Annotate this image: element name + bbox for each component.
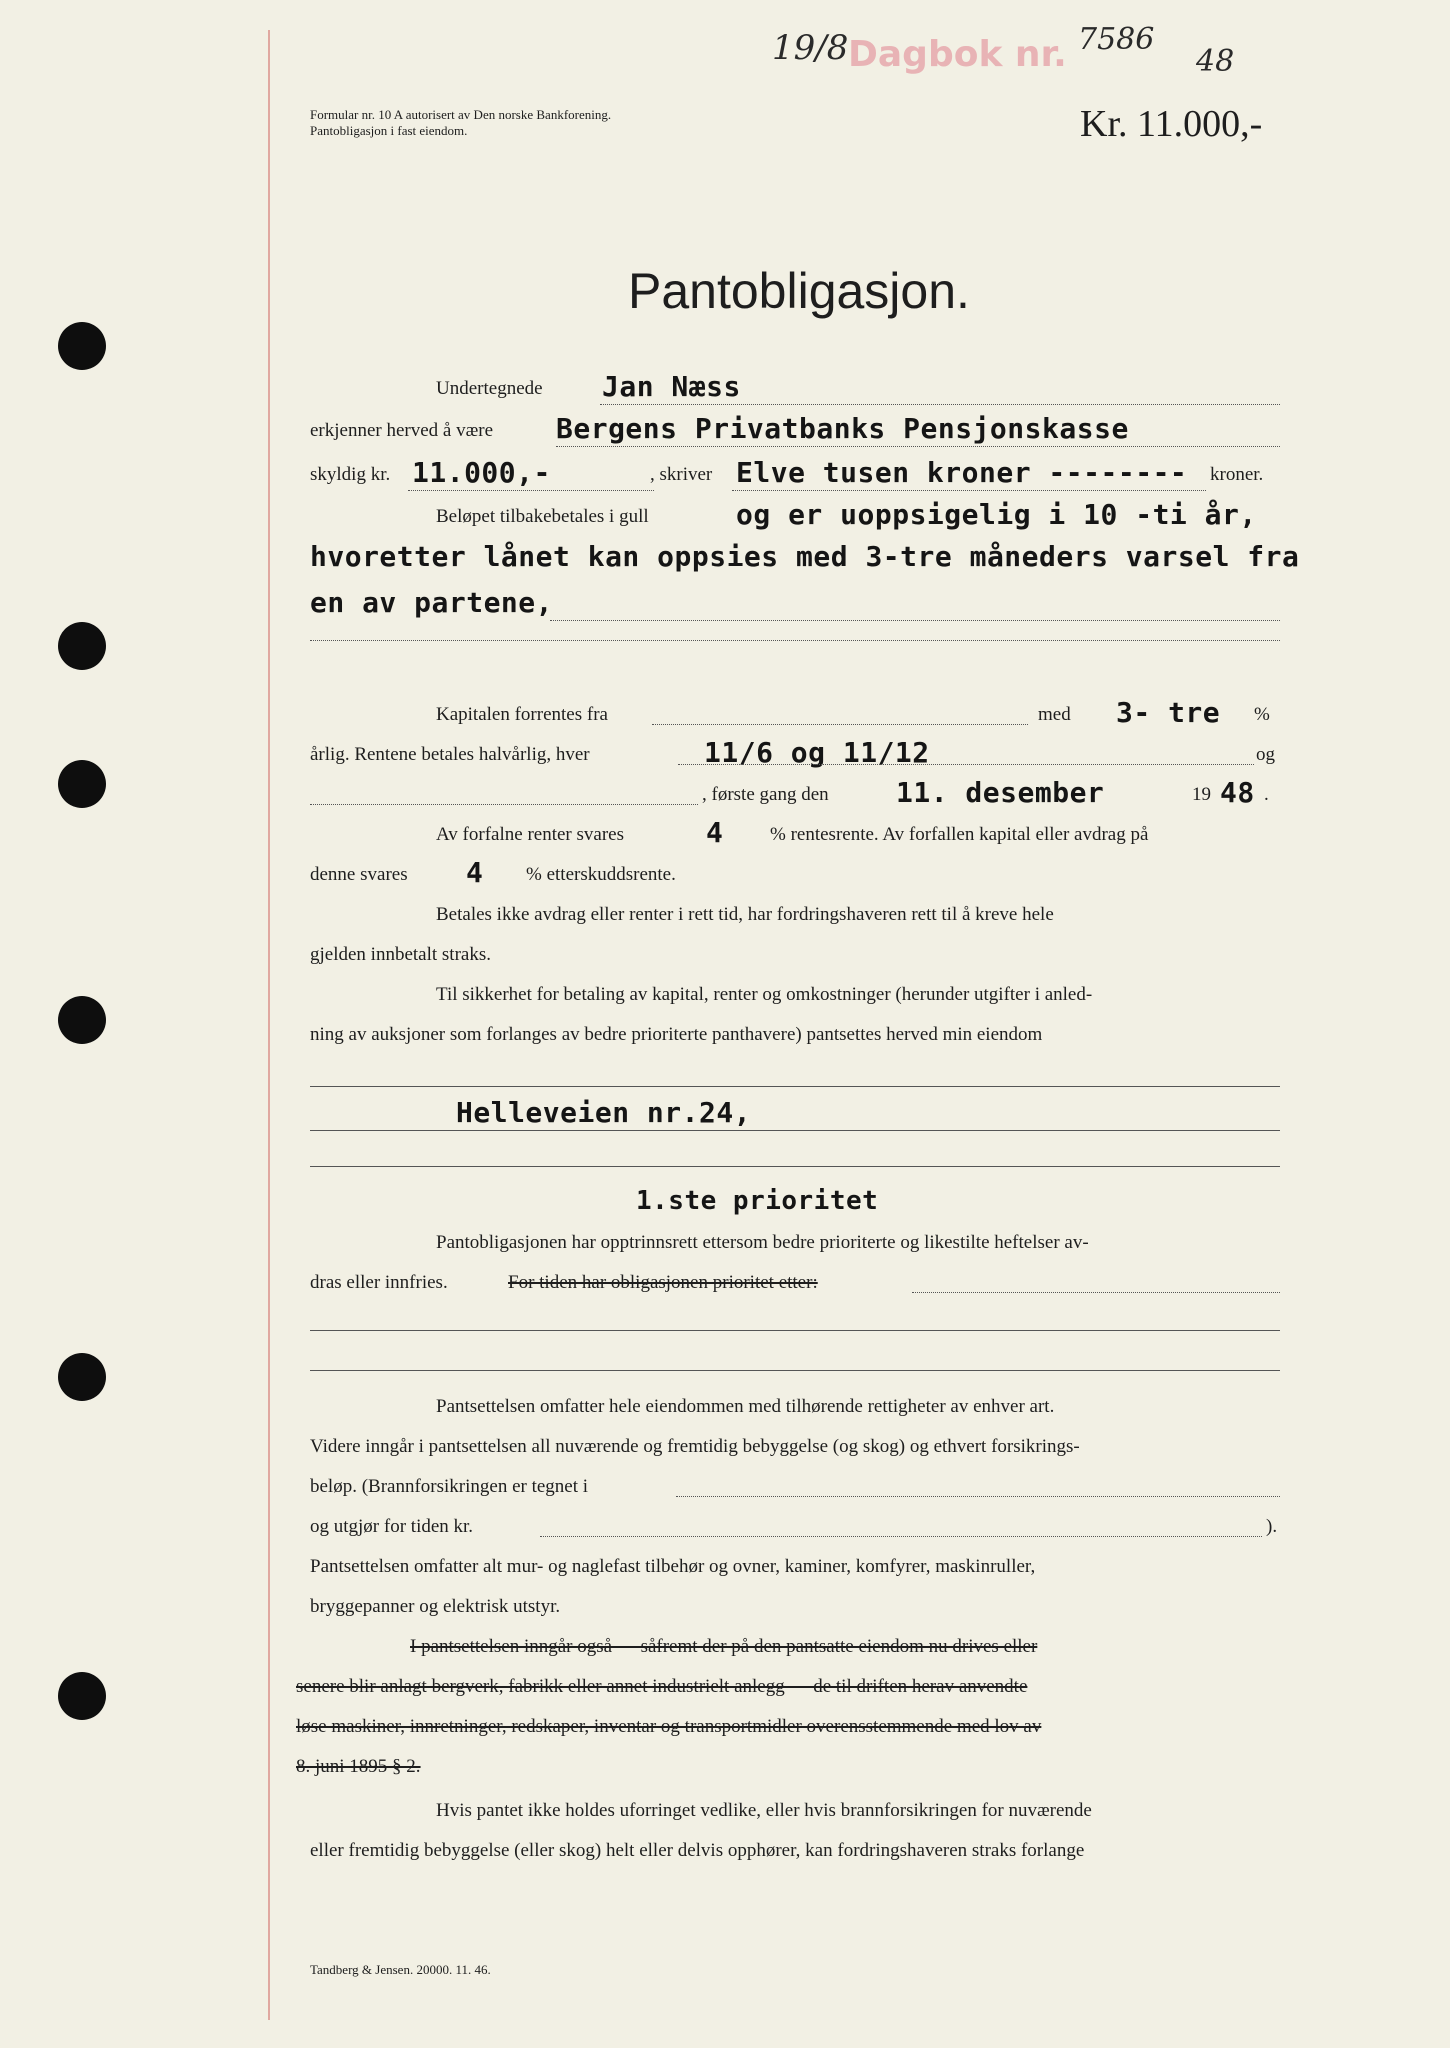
page-title: Pantobligasjon. [628,263,970,319]
scope-line3: beløp. (Brannforsikringen er tegnet i [310,1476,589,1497]
security-line2: ning av auksjoner som forlanges av bedre prioriterte panthavere) pantsettes herved min eiendom [310,1024,1043,1045]
fill-line [732,490,1206,491]
penalty-line1-b: % rentesrente. Av forfallen kapital eller avdrag på [770,824,1149,845]
owed-suffix: kroner. [1210,464,1264,485]
penalty-line1-a: Av forfalne renter svares [436,824,624,845]
interest-og: og [1256,744,1275,765]
fill-line [310,640,1280,641]
punch-hole [58,622,106,670]
amount-heading: Kr. 11.000,- [1080,103,1263,145]
penalty-rate1: 4 [706,816,724,849]
printer-note: Tandberg & Jensen. 20000. 11. 46. [310,1962,491,1977]
form-note-line1: Formular nr. 10 A autorisert av Den norske Bankforening. [310,107,612,122]
scope-line6: bryggepanner og elektrisk utstyr. [310,1596,561,1617]
property-priority: 1.ste prioritet [636,1186,879,1216]
fill-line [540,1536,1262,1537]
scope-line5: Pantsettelsen omfatter alt mur- og naglefast tilbehør og ovner, kaminer, komfyrer, maskinruller, [310,1556,1036,1577]
priority-line1: Pantobligasjonen har opptrinnsrett ettersom bedre prioriterte og likestilte heftelser av- [436,1232,1089,1253]
punch-hole [58,996,106,1044]
penalty-line2-a: denne svares [310,864,408,885]
fill-line [310,1130,1280,1131]
fill-line [310,1370,1280,1371]
scope-line2: Videre inngår i pantsettelsen all nuværende og fremtidig bebyggelse (og skog) og ethvert forsikrings- [310,1436,1080,1457]
scope-line1: Pantsettelsen omfatter hele eiendommen med tilhørende rettigheter av enhver art. [436,1396,1055,1417]
punch-hole [58,1353,106,1401]
creditor-label: erkjenner herved å være [310,420,494,441]
punch-hole [58,322,106,370]
property-address: Helleveien nr.24, [456,1096,752,1129]
repayment-label: Beløpet tilbakebetales i gull [436,506,649,527]
struck-line: senere blir anlagt bergverk, fabrikk eller annet industrielt anlegg — de til driften herav anvendte [296,1676,1028,1697]
penalty-line2-b: % etterskuddsrente. [526,864,676,885]
stamp-number: 7586 [1078,22,1155,57]
interest-first-label: , første gang den [702,784,829,805]
priority-line2-a: dras eller innfries. [310,1272,448,1293]
repayment-line3: en av partene, [310,586,554,619]
interest-year-suffix: 48 [1220,776,1255,809]
security-line1: Til sikkerhet for betaling av kapital, renter og omkostninger (herunder utgifter i anled- [436,984,1093,1005]
interest-annual-label: årlig. Rentene betales halvårlig, hver [310,744,590,765]
repayment-line1: og er uoppsigelig i 10 -ti år, [736,498,1257,531]
fill-line [652,724,1028,725]
fill-line [310,1330,1280,1331]
interest-rate: 3- tre [1116,696,1221,729]
owed-words: Elve tusen kroner -------- [736,456,1188,489]
interest-from-label: Kapitalen forrentes fra [436,704,608,725]
stamp-label: Dagbok nr. [848,34,1067,75]
form-note-line2: Pantobligasjon i fast eiendom. [310,123,468,138]
margin-line [268,30,270,2020]
interest-percent: % [1254,704,1270,725]
scope-line4-a: og utgjør for tiden kr. [310,1516,474,1537]
stamp-year: 48 [1196,44,1235,79]
priority-line2-struck: For tiden har obligasjonen prioritet etter: [508,1272,818,1293]
fill-line [912,1292,1280,1293]
debtor-label: Undertegnede [436,378,543,399]
penalty-rate2: 4 [466,856,484,889]
stamp-number-hand: 19/8 [772,28,849,68]
fill-line [550,620,1280,621]
fill-line [310,804,698,805]
punch-hole [58,760,106,808]
struck-line: løse maskiner, innretninger, redskaper, inventar og transportmidler overensstemmende med lov av [296,1716,1042,1737]
punch-hole [58,1672,106,1720]
interest-first-date: 11. desember [896,776,1105,809]
owed-amount: 11.000,- [412,456,551,489]
owed-label: skyldig kr. [310,464,391,485]
interest-dates: 11/6 og 11/12 [704,736,930,769]
struck-line: I pantsettelsen inngår også — såfremt der på den pantsatte eiendom nu drives eller [410,1636,1038,1657]
maintenance-line1: Hvis pantet ikke holdes uforringet vedlike, eller hvis brannforsikringen for nuværende [436,1800,1092,1821]
fill-line [556,446,1280,447]
creditor-value: Bergens Privatbanks Pensjonskasse [556,412,1129,445]
debtor-value: Jan Næss [602,370,741,403]
fill-line [408,490,654,491]
interest-year-dot: . [1264,784,1269,805]
interest-year-prefix: 19 [1192,784,1211,805]
interest-with-label: med [1038,704,1071,725]
owed-words-label: , skriver [650,464,713,485]
fill-line [676,1496,1280,1497]
maintenance-line2: eller fremtidig bebyggelse (eller skog) helt eller delvis opphører, kan fordringshaveren straks forlange [310,1840,1085,1861]
fill-line [310,1086,1280,1087]
struck-line: 8. juni 1895 § 2. [296,1756,421,1777]
fill-line [678,764,1254,765]
repayment-line2: hvoretter lånet kan oppsies med 3-tre måneders varsel fra [310,540,1300,573]
fill-line [600,404,1280,405]
scope-line4-b: ). [1266,1516,1278,1537]
fill-line [310,1166,1280,1167]
default-line1: Betales ikke avdrag eller renter i rett tid, har fordringshaveren rett til å kreve hele [436,904,1054,925]
default-line2: gjelden innbetalt straks. [310,944,491,965]
